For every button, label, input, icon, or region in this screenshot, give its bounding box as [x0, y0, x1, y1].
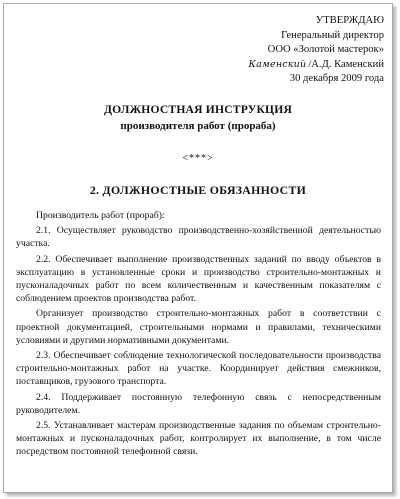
document-subtitle: производителя работ (прораба) — [120, 120, 276, 132]
body-paragraph: 2.4. Поддерживает постоянную телефонную связь с непосредственным руководителем. — [16, 391, 381, 416]
separator-mark: <***> — [182, 153, 214, 164]
body-paragraph: Организует производство строительно-монтажных работ в соответствии с проектной документацией, строительными нормами и правилами, техническими условиями и другими нормативными документами. — [16, 308, 381, 346]
signer-name: /А.Д. Каменский — [308, 58, 384, 70]
approval-label: УТВЕРЖДАЮ — [315, 15, 384, 26]
body-paragraph: 2.1. Осуществляет руководство производственно-хозяйственной деятельностью участка. — [16, 225, 381, 250]
document-page — [3, 3, 393, 493]
approval-block — [229, 14, 384, 87]
document-body — [16, 209, 381, 461]
company-name: ООО «Золотой мастерок» — [267, 44, 384, 55]
body-paragraph: 2.2. Обеспечивает выполнение производственных заданий по вводу объектов в эксплуатацию в установленные сроки и производство строительно-монтажных и пусконаладочных работ по всем количественным и качественным показателям с соблюдением проектов производства работ. — [16, 253, 381, 305]
body-paragraph: 2.5. Устанавливает мастерам производственные задания по объемам строительно-монтажных и пусконаладочных работ, контролирует их выполнение, в том числе посредством постоянной телефонной связи. — [16, 420, 381, 458]
body-paragraph: 2.3. Обеспечивает соблюдение технологической последовательности производства строительно-монтажных работ на участке. Координирует действия смежников, поставщиков, грузового транспорта. — [16, 350, 381, 388]
approval-date: 30 декабря 2009 года — [289, 73, 384, 84]
body-paragraph: Производитель работ (прораб): — [36, 210, 165, 221]
section-title: 2. ДОЛЖНОСТНЫЕ ОБЯЗАННОСТИ — [89, 183, 307, 197]
handwritten-signature: Каменский — [248, 58, 307, 70]
signature-line — [229, 58, 384, 73]
document-title: ДОЛЖНОСТНАЯ ИНСТРУКЦИЯ — [103, 103, 293, 116]
approver-position: Генеральный директор — [281, 29, 384, 41]
